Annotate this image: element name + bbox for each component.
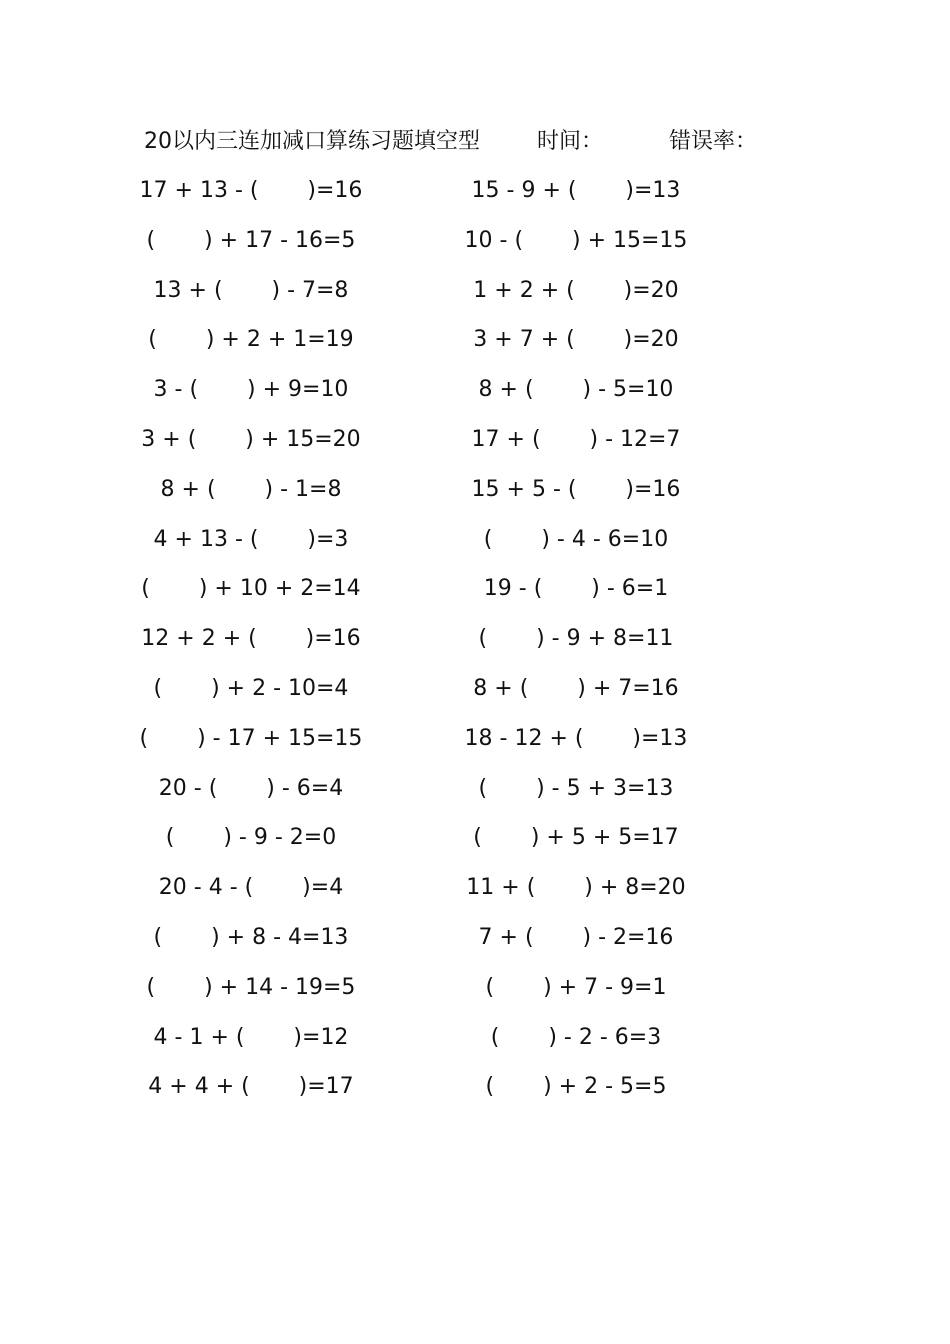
problem-row xyxy=(0,722,950,772)
problem-row xyxy=(0,971,950,1021)
error-rate-label: 错误率： xyxy=(669,129,758,154)
problem-right: 17 + ( ) - 12=7 xyxy=(471,426,681,452)
problem-right: 7 + ( ) - 2=16 xyxy=(478,924,674,950)
problem-row xyxy=(0,821,950,871)
problem-left: 4 + 13 - ( )=3 xyxy=(153,526,349,552)
problem-left: ( ) + 2 + 1=19 xyxy=(148,327,354,353)
problem-grid xyxy=(0,174,950,1120)
problem-row xyxy=(0,473,950,523)
problem-right: 10 - ( ) + 15=15 xyxy=(464,227,688,253)
problem-right: 11 + ( ) + 8=20 xyxy=(466,875,686,901)
problem-right: ( ) - 4 - 6=10 xyxy=(483,526,669,552)
problem-right: ( ) + 5 + 5=17 xyxy=(473,825,679,851)
problem-left: ( ) + 14 - 19=5 xyxy=(146,974,356,1000)
problem-left: ( ) - 9 - 2=0 xyxy=(165,825,337,851)
problem-right: 15 - 9 + ( )=13 xyxy=(471,178,681,203)
problem-left: 17 + 13 - ( )=16 xyxy=(139,178,363,203)
time-label: 时间： xyxy=(537,129,604,154)
problem-row xyxy=(0,672,950,722)
problem-row xyxy=(0,174,950,224)
problem-left: 20 - ( ) - 6=4 xyxy=(158,775,344,801)
problem-right: ( ) - 2 - 6=3 xyxy=(490,1024,662,1050)
problem-row xyxy=(0,622,950,672)
problem-row xyxy=(0,323,950,373)
problem-left: 12 + 2 + ( )=16 xyxy=(141,626,361,652)
problem-row xyxy=(0,373,950,423)
problem-left: ( ) + 8 - 4=13 xyxy=(153,924,349,950)
problem-row xyxy=(0,523,950,573)
problem-right: 1 + 2 + ( )=20 xyxy=(473,277,679,303)
worksheet-header xyxy=(144,125,784,159)
problem-left: 13 + ( ) - 7=8 xyxy=(153,277,349,303)
problem-right: 8 + ( ) + 7=16 xyxy=(473,675,679,701)
problem-row xyxy=(0,871,950,921)
problem-right: ( ) + 2 - 5=5 xyxy=(485,1074,667,1100)
problem-left: 8 + ( ) - 1=8 xyxy=(160,476,342,502)
problem-left: 4 + 4 + ( )=17 xyxy=(148,1074,354,1100)
problem-row xyxy=(0,274,950,324)
problem-right: 19 - ( ) - 6=1 xyxy=(483,576,669,602)
problem-left: 20 - 4 - ( )=4 xyxy=(158,875,344,901)
problem-row xyxy=(0,1070,950,1120)
problem-left: ( ) + 10 + 2=14 xyxy=(141,576,361,602)
problem-right: 8 + ( ) - 5=10 xyxy=(478,377,674,403)
problem-left: 3 - ( ) + 9=10 xyxy=(153,377,349,403)
problem-row xyxy=(0,921,950,971)
problem-right: 18 - 12 + ( )=13 xyxy=(464,725,688,751)
problem-left: ( ) + 17 - 16=5 xyxy=(146,227,356,253)
problem-left: ( ) + 2 - 10=4 xyxy=(153,675,349,701)
problem-row xyxy=(0,423,950,473)
worksheet-title: 20以内三连加减口算练习题填空型 xyxy=(144,129,480,154)
problem-right: 15 + 5 - ( )=16 xyxy=(471,476,681,502)
problem-row xyxy=(0,572,950,622)
problem-right: ( ) - 5 + 3=13 xyxy=(478,775,674,801)
problem-row xyxy=(0,772,950,822)
problem-right: ( ) + 7 - 9=1 xyxy=(485,974,667,1000)
problem-left: ( ) - 17 + 15=15 xyxy=(139,725,363,751)
problem-right: ( ) - 9 + 8=11 xyxy=(478,626,674,652)
problem-left: 3 + ( ) + 15=20 xyxy=(141,426,361,452)
problem-row xyxy=(0,1021,950,1071)
problem-row xyxy=(0,224,950,274)
problem-right: 3 + 7 + ( )=20 xyxy=(473,327,679,353)
problem-left: 4 - 1 + ( )=12 xyxy=(153,1024,349,1050)
